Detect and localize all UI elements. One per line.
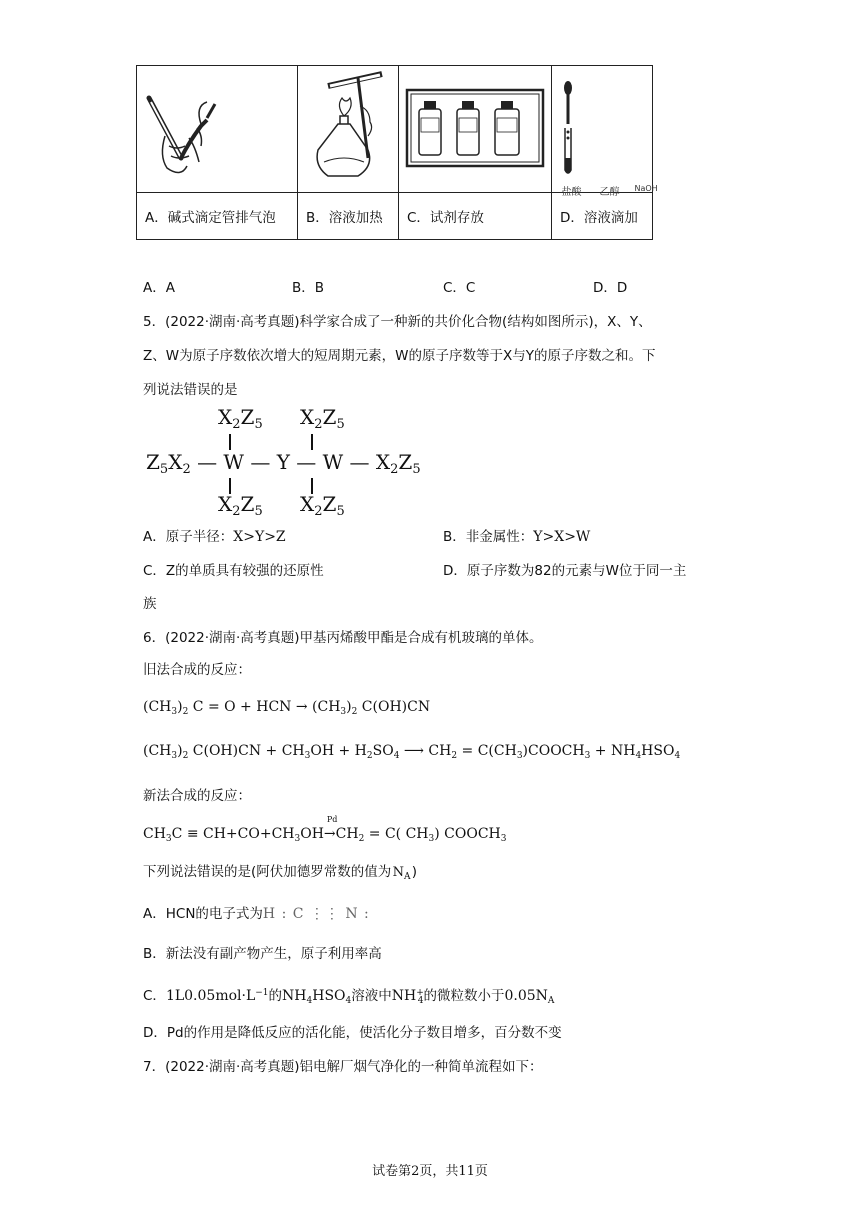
q6-reaction-2: $(CH_3)_2$ $C(OH)CN + CH_3OH + H_2SO_4$ ⟶ $CH_2$ = $C(CH_3)COOCH_3 + NH_4HSO_4$ xyxy=(143,743,681,761)
q4-option-c: C．C xyxy=(443,280,476,296)
q6-stem: 6．(2022·湖南·高考真题)甲基丙烯酸甲酯是合成有机玻璃的单体。 xyxy=(143,630,543,646)
reagent-label-hcl: 盐酸 xyxy=(561,186,582,198)
q5-stem-line1: 5．(2022·湖南·高考真题)科学家合成了一种新的共价化合物(结构如图所示)，X、Y、 xyxy=(143,314,652,330)
q5-option-a: A．原子半径：X>Y>Z xyxy=(143,529,286,545)
q5-option-d-cont: 族 xyxy=(143,596,157,612)
dropping-image-cell xyxy=(552,66,653,193)
reagent-label-ethanol: 乙醇 xyxy=(599,186,620,198)
q6-option-c: C．$1L0.05mol\cdot L^{-1}$的$NH_4HSO_4$溶液中$NH^+_4$的微粒数小于$0.05N_A$ xyxy=(143,988,555,1006)
q6-old-method: 旧法合成的反应： xyxy=(143,662,251,678)
q4-label-c: C．试剂存放 xyxy=(399,193,552,240)
burette-bubble-icon xyxy=(137,66,297,188)
reagent-label-naoh: NaOH xyxy=(634,183,658,193)
reagent-storage-cell xyxy=(399,66,658,198)
q6-option-a: A．HCN的电子式为H : C ⋮⋮ N : xyxy=(143,906,370,922)
q6-reaction-3: $CH_3C \equiv CH+CO+CH_3OH$ Pd $\to CH_2 = C$( $CH_3$) $COOCH_3$ xyxy=(143,815,507,844)
alcohol-lamp-heating-icon xyxy=(298,66,398,188)
q6-reaction-1: $(CH_3)_2$ C = O + HCN → $(CH_3)_2$ C(OH)CN xyxy=(143,699,431,717)
q5-option-b: B．非金属性：Y>X>W xyxy=(443,529,591,545)
q5-option-c: C．Z的单质具有较强的还原性 xyxy=(143,563,324,579)
dropper-tube-icon xyxy=(552,66,652,188)
q5-structure-diagram: $X_2Z_5$ $X_2Z_5$ $Z_5X_2$ — W — Y — W — $X_2Z_5$ $X_2Z_5$ $X_2Z_5$ xyxy=(146,405,421,519)
q4-apparatus-table xyxy=(136,65,658,240)
q4-label-a: A．碱式滴定管排气泡 xyxy=(137,193,298,240)
q5-stem-line2: Z、W为原子序数依次增大的短周期元素，W的原子序数等于X与Y的原子序数之和。下 xyxy=(143,348,656,364)
q5-stem-line3: 列说法错误的是 xyxy=(143,382,238,398)
catalyst-label: Pd xyxy=(326,815,338,824)
q4-option-b: B．B xyxy=(292,280,325,296)
q4-label-d: D．溶液滴加 xyxy=(552,193,653,240)
q4-option-a: A．A xyxy=(143,280,175,296)
q7-stem: 7．(2022·湖南·高考真题)铝电解厂烟气净化的一种简单流程如下： xyxy=(143,1059,543,1075)
heating-image-cell xyxy=(298,66,399,193)
q6-option-b: B．新法没有副产物产生，原子利用率高 xyxy=(143,946,382,962)
q6-new-method: 新法合成的反应： xyxy=(143,788,251,804)
reagent-shelf-icon xyxy=(399,66,551,188)
page-footer: 试卷第2页，共11页 xyxy=(372,1164,488,1179)
q4-option-d: D．D xyxy=(593,280,628,296)
q4-label-b: B．溶液加热 xyxy=(298,193,399,240)
q6-question: 下列说法错误的是(阿伏加德罗常数的值为 $N_A$ ) xyxy=(143,864,418,882)
q5-option-d: D．原子序数为82的元素与W位于同一主 xyxy=(443,563,687,579)
q6-option-d: D．Pd的作用是降低反应的活化能，使活化分子数目增多，百分数不变 xyxy=(143,1025,562,1041)
burette-image-cell xyxy=(137,66,298,193)
